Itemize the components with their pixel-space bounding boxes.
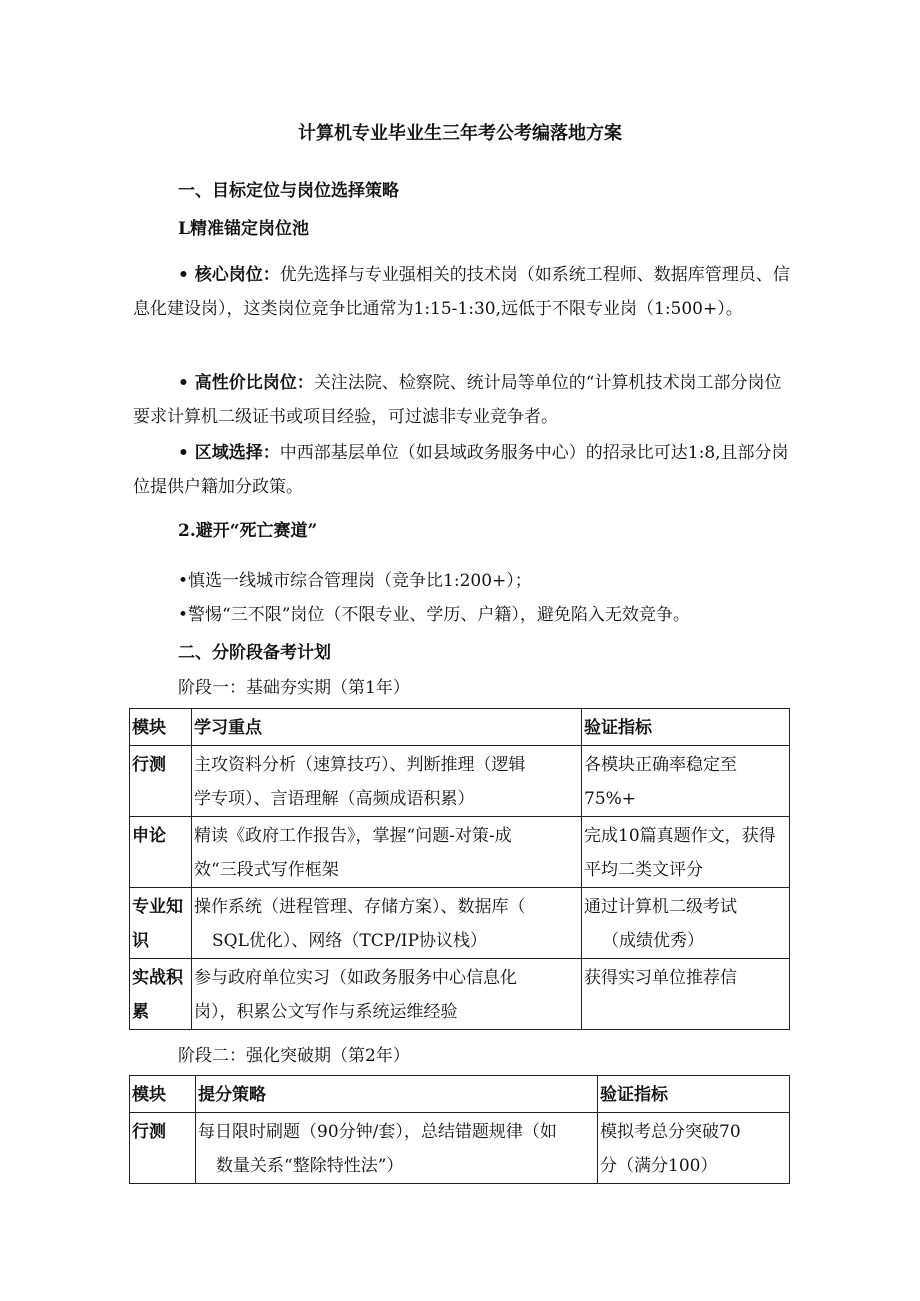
table-row <box>130 817 790 888</box>
module-cell: 行测 <box>130 746 192 817</box>
focus-cell: 参与政府单位实习（如政务服务中心信息化 岗），积累公文写作与系统运维经验 <box>192 959 582 1030</box>
module-cell: 行测 <box>130 1113 196 1184</box>
section-heading-2: 二、分阶段备考计划 <box>178 643 331 663</box>
header-strategy: 提分策略 <box>196 1076 598 1113</box>
header-focus: 学习重点 <box>192 709 582 746</box>
table-row <box>130 888 790 959</box>
avoid-item-1: •慎选一线城市综合管理岗（竞争比1:200+）； <box>178 571 532 591</box>
table-header-row <box>130 709 790 746</box>
bullet-label: • 核心岗位： <box>178 265 280 285</box>
module-cell: 实战积 累 <box>130 959 192 1030</box>
stage2-table <box>129 1075 790 1184</box>
table-row <box>130 1113 790 1184</box>
metric-cell: 各模块正确率稳定至 75%+ <box>582 746 790 817</box>
bullet-text: 中西部基层单位（如县域政务服务中心）的招录比可达1:8,且部分岗位提供户籍加分政策。 <box>133 443 789 497</box>
stage2-title: 阶段二：强化突破期（第2年） <box>178 1046 410 1066</box>
metric-cell: 模拟考总分突破70 分（满分100） <box>598 1113 790 1184</box>
focus-cell: 操作系统（进程管理、存储方案）、数据库（ SQL优化）、网络（TCP/IP协议栈） <box>192 888 582 959</box>
avoid-item-2: •警惕“三不限”岗位（不限专业、学历、户籍），避免陷入无效竞争。 <box>178 605 690 625</box>
table-row <box>130 959 790 1030</box>
focus-cell: 主攻资料分析（速算技巧）、判断推理（逻辑 学专项）、言语理解（高频成语积累） <box>192 746 582 817</box>
page-title: 计算机专业毕业生三年考公考编落地方案 <box>298 123 622 144</box>
table-header-row <box>130 1076 790 1113</box>
module-cell: 专业知 识 <box>130 888 192 959</box>
metric-cell: 通过计算机二级考试 （成绩优秀） <box>582 888 790 959</box>
metric-cell: 完成10篇真题作文，获得 平均二类文评分 <box>582 817 790 888</box>
bullet-text: 关注法院、检察院、统计局等单位的“计算机技术岗工部分岗位要求计算机二级证书或项目经验，可过滤非专业竞争者。 <box>133 373 782 427</box>
subsection-heading-2: 2.避开“死亡赛道” <box>178 521 318 541</box>
module-cell: 申论 <box>130 817 192 888</box>
bullet-value-positions <box>133 366 793 434</box>
bullet-core-positions <box>133 258 793 326</box>
stage1-table <box>129 708 790 1030</box>
metric-cell: 获得实习单位推荐信 <box>582 959 790 1030</box>
header-metric: 验证指标 <box>598 1076 790 1113</box>
focus-cell: 每日限时刷题（90分钟/套），总结错题规律（如 数量关系“整除特性法”） <box>196 1113 598 1184</box>
stage1-title: 阶段一：基础夯实期（第1年） <box>178 678 410 698</box>
focus-cell: 精读《政府工作报告》，掌握“问题-对策-成 效“三段式写作框架 <box>192 817 582 888</box>
section-heading-1: 一、目标定位与岗位选择策略 <box>178 181 399 201</box>
header-module: 模块 <box>130 709 192 746</box>
header-module: 模块 <box>130 1076 196 1113</box>
subsection-heading-1: L精准锚定岗位池 <box>178 219 309 239</box>
bullet-text: 优先选择与专业强相关的技术岗（如系统工程师、数据库管理员、信息化建设岗），这类岗位竞争比通常为1:15-1:30,远低于不限专业岗（1:500+）。 <box>133 265 790 319</box>
bullet-label: • 区域选择： <box>178 443 280 463</box>
bullet-region-selection <box>133 436 793 504</box>
table-row <box>130 746 790 817</box>
header-metric: 验证指标 <box>582 709 790 746</box>
bullet-label: • 高性价比岗位： <box>178 373 314 393</box>
